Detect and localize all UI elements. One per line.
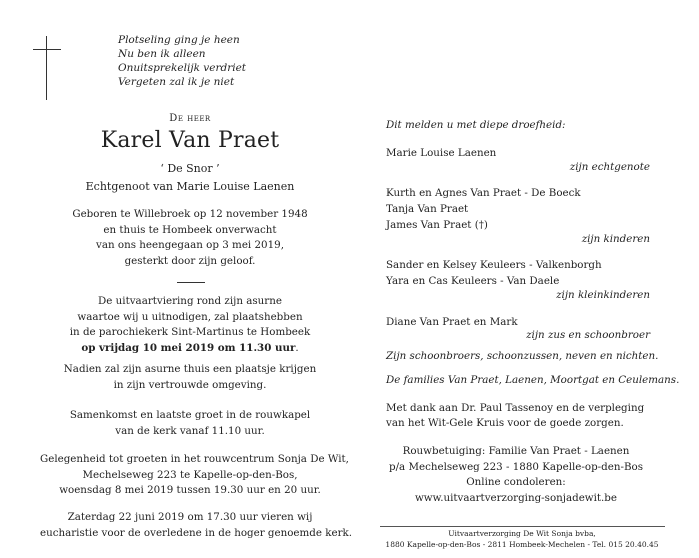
- divider: [177, 282, 205, 283]
- text-line: p/a Mechelseweg 223 - 1880 Kapelle-op-den-Bos: [389, 460, 643, 473]
- siblings-role: zijn zus en schoonbroer: [526, 329, 650, 341]
- text-line: woensdag 8 mei 2019 tussen 19.30 uur en 20 uur.: [59, 484, 321, 497]
- cross-icon: [33, 36, 61, 100]
- poem-line: Nu ben ik alleen: [118, 48, 206, 60]
- visitation-block: [40, 452, 349, 499]
- text-line: waartoe wij u uitnodigen, zal plaatshebben: [77, 310, 303, 323]
- child-name: Tanja Van Praet: [386, 203, 469, 215]
- child-name: Kurth en Agnes Van Praet - De Boeck: [386, 187, 581, 199]
- footer-line: Uitvaartverzorging De Wit Sonja bvba,: [448, 529, 596, 538]
- children-role: zijn kinderen: [581, 233, 650, 245]
- gathering-block: [40, 408, 340, 439]
- text-line: Gelegenheid tot groeten in het rouwcentrum Sonja De Wit,: [40, 453, 349, 465]
- footer-divider: [380, 526, 665, 527]
- text-line: en thuis te Hombeek onverwacht: [103, 223, 277, 236]
- text-line: De uitvaartviering rond zijn asurne: [98, 295, 282, 307]
- text-line: van ons heengegaan op 3 mei 2019,: [96, 239, 284, 252]
- thanks-line: van het Wit-Gele Kruis voor de goede zorgen.: [386, 417, 624, 429]
- families-line: De families Van Praet, Laenen, Moortgat en Ceulemans.: [386, 374, 680, 386]
- text-line: Mechelseweg 223 te Kapelle-op-den-Bos,: [82, 468, 298, 481]
- burial-block: [40, 362, 340, 393]
- text-line: in de parochiekerk Sint-Martinus te Hombeek: [69, 326, 311, 339]
- text-line: Samenkomst en laatste groet in de rouwkapel: [69, 409, 311, 421]
- name-prefix: De heer: [169, 113, 211, 124]
- poem-line: Onuitsprekelijk verdriet: [118, 62, 246, 74]
- announcement-intro: Dit melden u met diepe droefheid:: [386, 119, 566, 131]
- footer-line: 1880 Kapelle-op-den-Bos - 2811 Hombeek-Mechelen - Tel. 015 20.40.45: [385, 540, 659, 549]
- spouse-name: Marie Louise Laenen: [386, 147, 497, 159]
- child-name: James Van Praet (†): [386, 219, 488, 231]
- nickname: ‘ De Snor ’: [160, 162, 220, 175]
- text-line: Online condoleren:: [466, 476, 566, 489]
- eucharist-block: [40, 510, 352, 541]
- ceremony-date: op vrijdag 10 mei 2019 om 11.30 uur: [81, 341, 296, 354]
- website-link[interactable]: www.uitvaartverzorging-sonjadewit.be: [414, 491, 617, 504]
- inlaws-line: Zijn schoonbroers, schoonzussen, neven en nichten.: [386, 350, 659, 362]
- text-line: van de kerk vanaf 11.10 uur.: [115, 424, 265, 437]
- text-line: gesterkt door zijn geloof.: [124, 254, 256, 267]
- grandchild-name: Sander en Kelsey Keuleers - Valkenborgh: [386, 259, 602, 271]
- deceased-name: Karel Van Praet: [100, 128, 280, 153]
- poem: [118, 33, 278, 89]
- grandchildren-role: zijn kleinkinderen: [556, 289, 650, 301]
- text-line: Rouwbetuiging: Familie Van Praet - Laenen: [402, 445, 630, 457]
- text-line: Nadien zal zijn asurne thuis een plaatsje krijgen: [63, 363, 317, 375]
- sibling-name: Diane Van Praet en Mark: [386, 316, 518, 328]
- grandchild-name: Yara en Cas Keuleers - Van Daele: [386, 275, 560, 287]
- poem-line: Vergeten zal ik je niet: [118, 76, 235, 88]
- birth-block: [40, 207, 340, 269]
- spouse-role: zijn echtgenote: [569, 161, 650, 173]
- text-line: eucharistie voor de overledene in de hoger genoemde kerk.: [40, 526, 352, 539]
- text-line: Zaterdag 22 juni 2019 om 17.30 uur vieren wij: [67, 511, 313, 523]
- condolence-block: [386, 444, 646, 506]
- ceremony-block: [40, 294, 340, 356]
- thanks-line: Met dank aan Dr. Paul Tassenoy en de verpleging: [386, 402, 645, 414]
- text-line: in zijn vertrouwde omgeving.: [113, 378, 267, 391]
- footer: [372, 528, 672, 550]
- poem-line: Plotseling ging je heen: [118, 34, 240, 46]
- ceremony-date-end: .: [295, 341, 299, 354]
- text-line: Geboren te Willebroek op 12 november 1948: [72, 208, 308, 220]
- spouse-line: Echtgenoot van Marie Louise Laenen: [85, 180, 295, 193]
